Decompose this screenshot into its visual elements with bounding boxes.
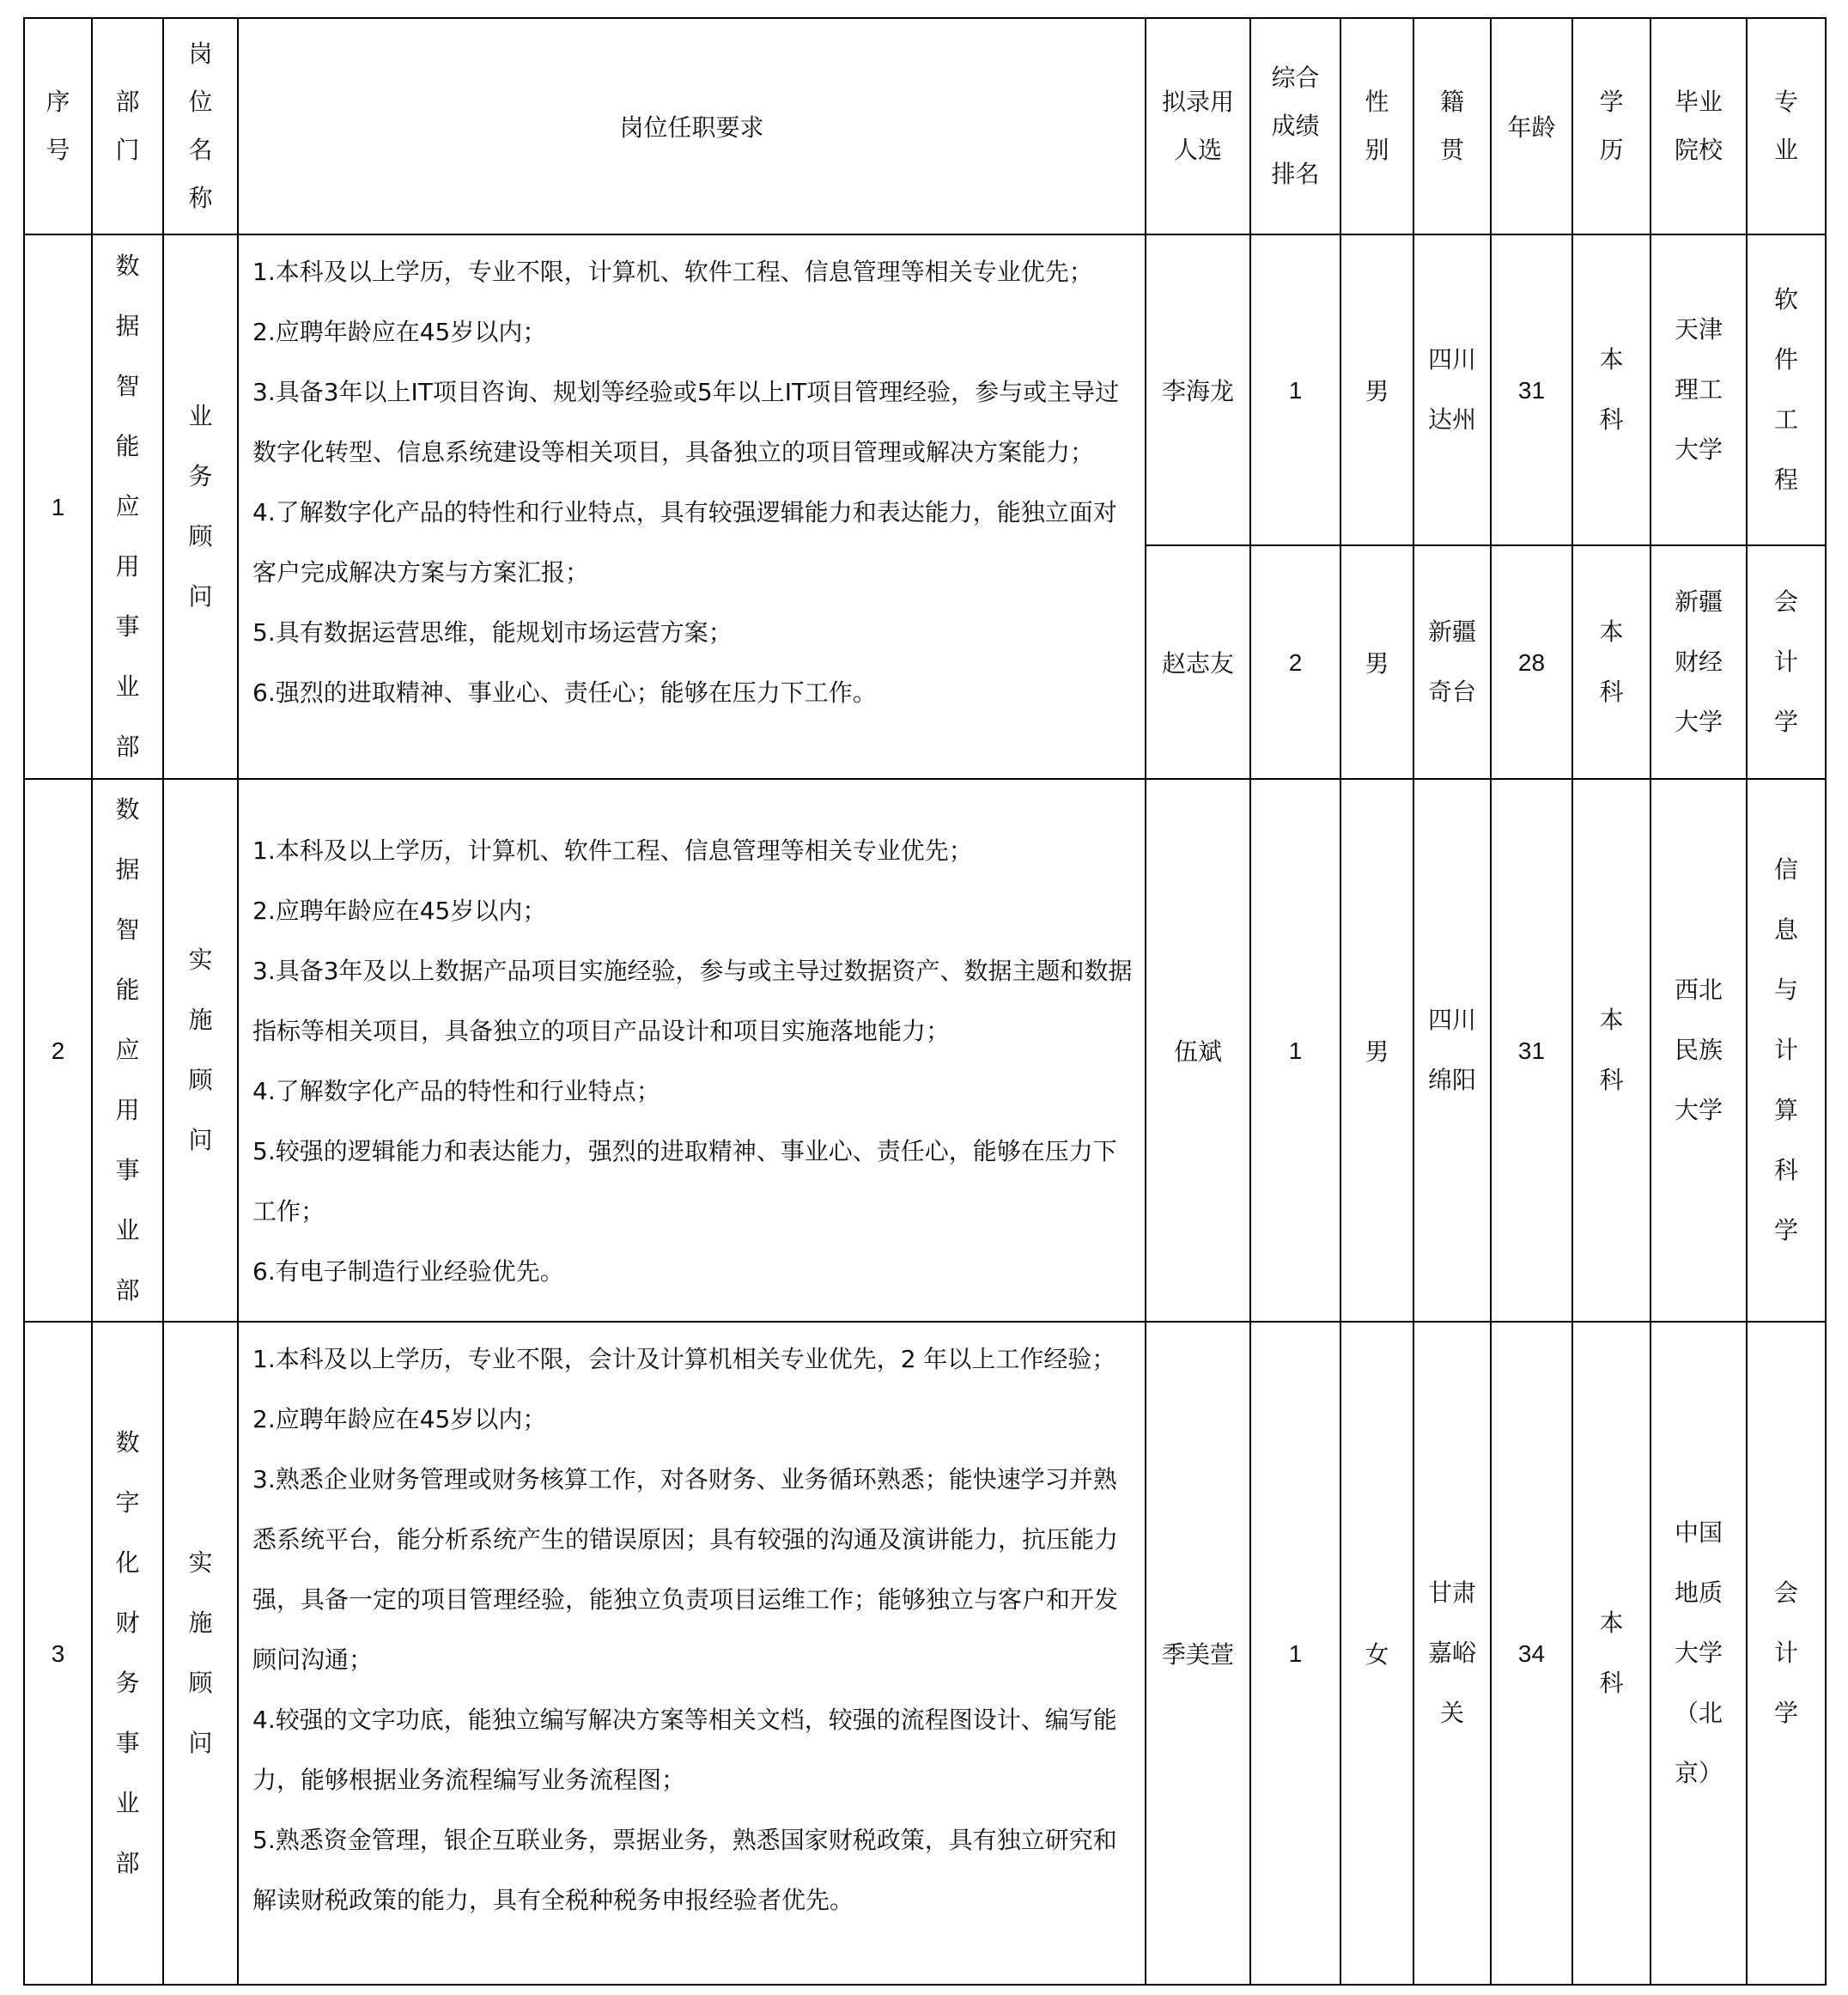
education-cell: 本科 bbox=[1572, 545, 1650, 779]
rank-cell: 1 bbox=[1250, 234, 1340, 545]
table-row bbox=[24, 1322, 1826, 1985]
requirement-item: 6.强烈的进取精神、事业心、责任心；能够在压力下工作。 bbox=[252, 678, 877, 707]
seq-cell: 2 bbox=[24, 779, 92, 1322]
requirement-item: 4.了解数字化产品的特性和行业特点； bbox=[252, 1077, 660, 1105]
header-requirements: 岗位任职要求 bbox=[238, 18, 1146, 234]
candidate-name: 季美萱 bbox=[1146, 1322, 1250, 1985]
gender-cell: 男 bbox=[1340, 545, 1413, 779]
header-seq: 序号 bbox=[24, 18, 92, 234]
major-cell: 信息与计算科学 bbox=[1747, 779, 1826, 1322]
requirement-item: 1.本科及以上学历，专业不限，计算机、软件工程、信息管理等相关专业优先； bbox=[252, 258, 1093, 286]
header-school: 毕业院校 bbox=[1650, 18, 1747, 234]
gender-cell: 男 bbox=[1340, 779, 1413, 1322]
seq-cell: 1 bbox=[24, 234, 92, 779]
requirement-item: 1.本科及以上学历，专业不限，会计及计算机相关专业优先，2 年以上工作经验； bbox=[252, 1345, 1116, 1373]
requirements-cell bbox=[238, 1322, 1146, 1985]
education-cell: 本科 bbox=[1572, 779, 1650, 1322]
position-cell: 业务顾问 bbox=[163, 234, 238, 779]
requirement-item: 3.具备3年及以上数据产品项目实施经验，参与或主导过数据资产、数据主题和数据指标等相关项目，具备独立的项目产品设计和项目实施落地能力； bbox=[252, 957, 1133, 1045]
gender-cell: 女 bbox=[1340, 1322, 1413, 1985]
dept-cell: 数据智能应用事业部 bbox=[92, 234, 163, 779]
recruitment-table bbox=[23, 17, 1827, 1986]
header-position: 岗位名称 bbox=[163, 18, 238, 234]
header-origin: 籍贯 bbox=[1413, 18, 1491, 234]
header-gender: 性别 bbox=[1340, 18, 1413, 234]
candidate-name: 赵志友 bbox=[1146, 545, 1250, 779]
requirements-cell bbox=[238, 234, 1146, 779]
candidate-name: 伍斌 bbox=[1146, 779, 1250, 1322]
header-row bbox=[24, 18, 1826, 234]
gender-cell: 男 bbox=[1340, 234, 1413, 545]
major-cell: 软件工程 bbox=[1747, 234, 1826, 545]
position-cell: 实施顾问 bbox=[163, 779, 238, 1322]
table-row bbox=[24, 234, 1826, 545]
requirements-cell bbox=[238, 779, 1146, 1322]
age-cell: 31 bbox=[1491, 779, 1572, 1322]
requirement-item: 1.本科及以上学历，计算机、软件工程、信息管理等相关专业优先； bbox=[252, 836, 973, 865]
school-cell: 中国地质大学（北京） bbox=[1650, 1322, 1747, 1985]
requirement-item: 5.较强的逻辑能力和表达能力，强烈的进取精神、事业心、责任心，能够在压力下工作； bbox=[252, 1137, 1117, 1226]
age-cell: 28 bbox=[1491, 545, 1572, 779]
age-cell: 34 bbox=[1491, 1322, 1572, 1985]
school-cell: 西北民族大学 bbox=[1650, 779, 1747, 1322]
origin-cell: 四川绵阳 bbox=[1413, 779, 1491, 1322]
candidate-name: 李海龙 bbox=[1146, 234, 1250, 545]
requirement-item: 5.熟悉资金管理，银企互联业务，票据业务，熟悉国家财税政策，具有独立研究和解读财税政策的能力，具有全税种税务申报经验者优先。 bbox=[252, 1826, 1117, 1914]
requirement-item: 4.了解数字化产品的特性和行业特点，具有较强逻辑能力和表达能力，能独立面对客户完成解决方案与方案汇报； bbox=[252, 498, 1117, 587]
header-dept: 部门 bbox=[92, 18, 163, 234]
requirement-item: 2.应聘年龄应在45岁以内； bbox=[252, 318, 547, 346]
header-age: 年龄 bbox=[1491, 18, 1572, 234]
dept-cell: 数据智能应用事业部 bbox=[92, 779, 163, 1322]
requirement-item: 3.具备3年以上IT项目咨询、规划等经验或5年以上IT项目管理经验，参与或主导过数字化转型、信息系统建设等相关项目，具备独立的项目管理或解决方案能力； bbox=[252, 378, 1120, 466]
rank-cell: 1 bbox=[1250, 1322, 1340, 1985]
header-rank: 综合成绩排名 bbox=[1250, 18, 1340, 234]
requirement-item: 4.较强的文字功底，能独立编写解决方案等相关文档，较强的流程图设计、编写能力，能够根据业务流程编写业务流程图； bbox=[252, 1706, 1117, 1794]
education-cell: 本科 bbox=[1572, 1322, 1650, 1985]
origin-cell: 甘肃嘉峪关 bbox=[1413, 1322, 1491, 1985]
rank-cell: 1 bbox=[1250, 779, 1340, 1322]
requirement-item: 2.应聘年龄应在45岁以内； bbox=[252, 897, 547, 925]
origin-cell: 新疆奇台 bbox=[1413, 545, 1491, 779]
requirement-item: 3.熟悉企业财务管理或财务核算工作，对各财务、业务循环熟悉；能快速学习并熟悉系统平台，能分析系统产生的错误原因；具有较强的沟通及演讲能力，抗压能力强，具备一定的项目管理经验，能独立负责项目运维工作；能够独立与客户和开发顾问沟通； bbox=[252, 1465, 1119, 1674]
dept-cell: 数字化财务事业部 bbox=[92, 1322, 163, 1985]
header-major: 专业 bbox=[1747, 18, 1826, 234]
header-education: 学历 bbox=[1572, 18, 1650, 234]
school-cell: 新疆财经大学 bbox=[1650, 545, 1747, 779]
major-cell: 会计学 bbox=[1747, 545, 1826, 779]
school-cell: 天津理工大学 bbox=[1650, 234, 1747, 545]
requirement-item: 5.具有数据运营思维，能规划市场运营方案； bbox=[252, 618, 733, 647]
seq-cell: 3 bbox=[24, 1322, 92, 1985]
header-candidate: 拟录用人选 bbox=[1146, 18, 1250, 234]
requirement-item: 6.有电子制造行业经验优先。 bbox=[252, 1257, 564, 1286]
age-cell: 31 bbox=[1491, 234, 1572, 545]
table-row bbox=[24, 779, 1826, 1322]
position-cell: 实施顾问 bbox=[163, 1322, 238, 1985]
major-cell: 会计学 bbox=[1747, 1322, 1826, 1985]
origin-cell: 四川达州 bbox=[1413, 234, 1491, 545]
education-cell: 本科 bbox=[1572, 234, 1650, 545]
requirement-item: 2.应聘年龄应在45岁以内； bbox=[252, 1405, 547, 1433]
rank-cell: 2 bbox=[1250, 545, 1340, 779]
